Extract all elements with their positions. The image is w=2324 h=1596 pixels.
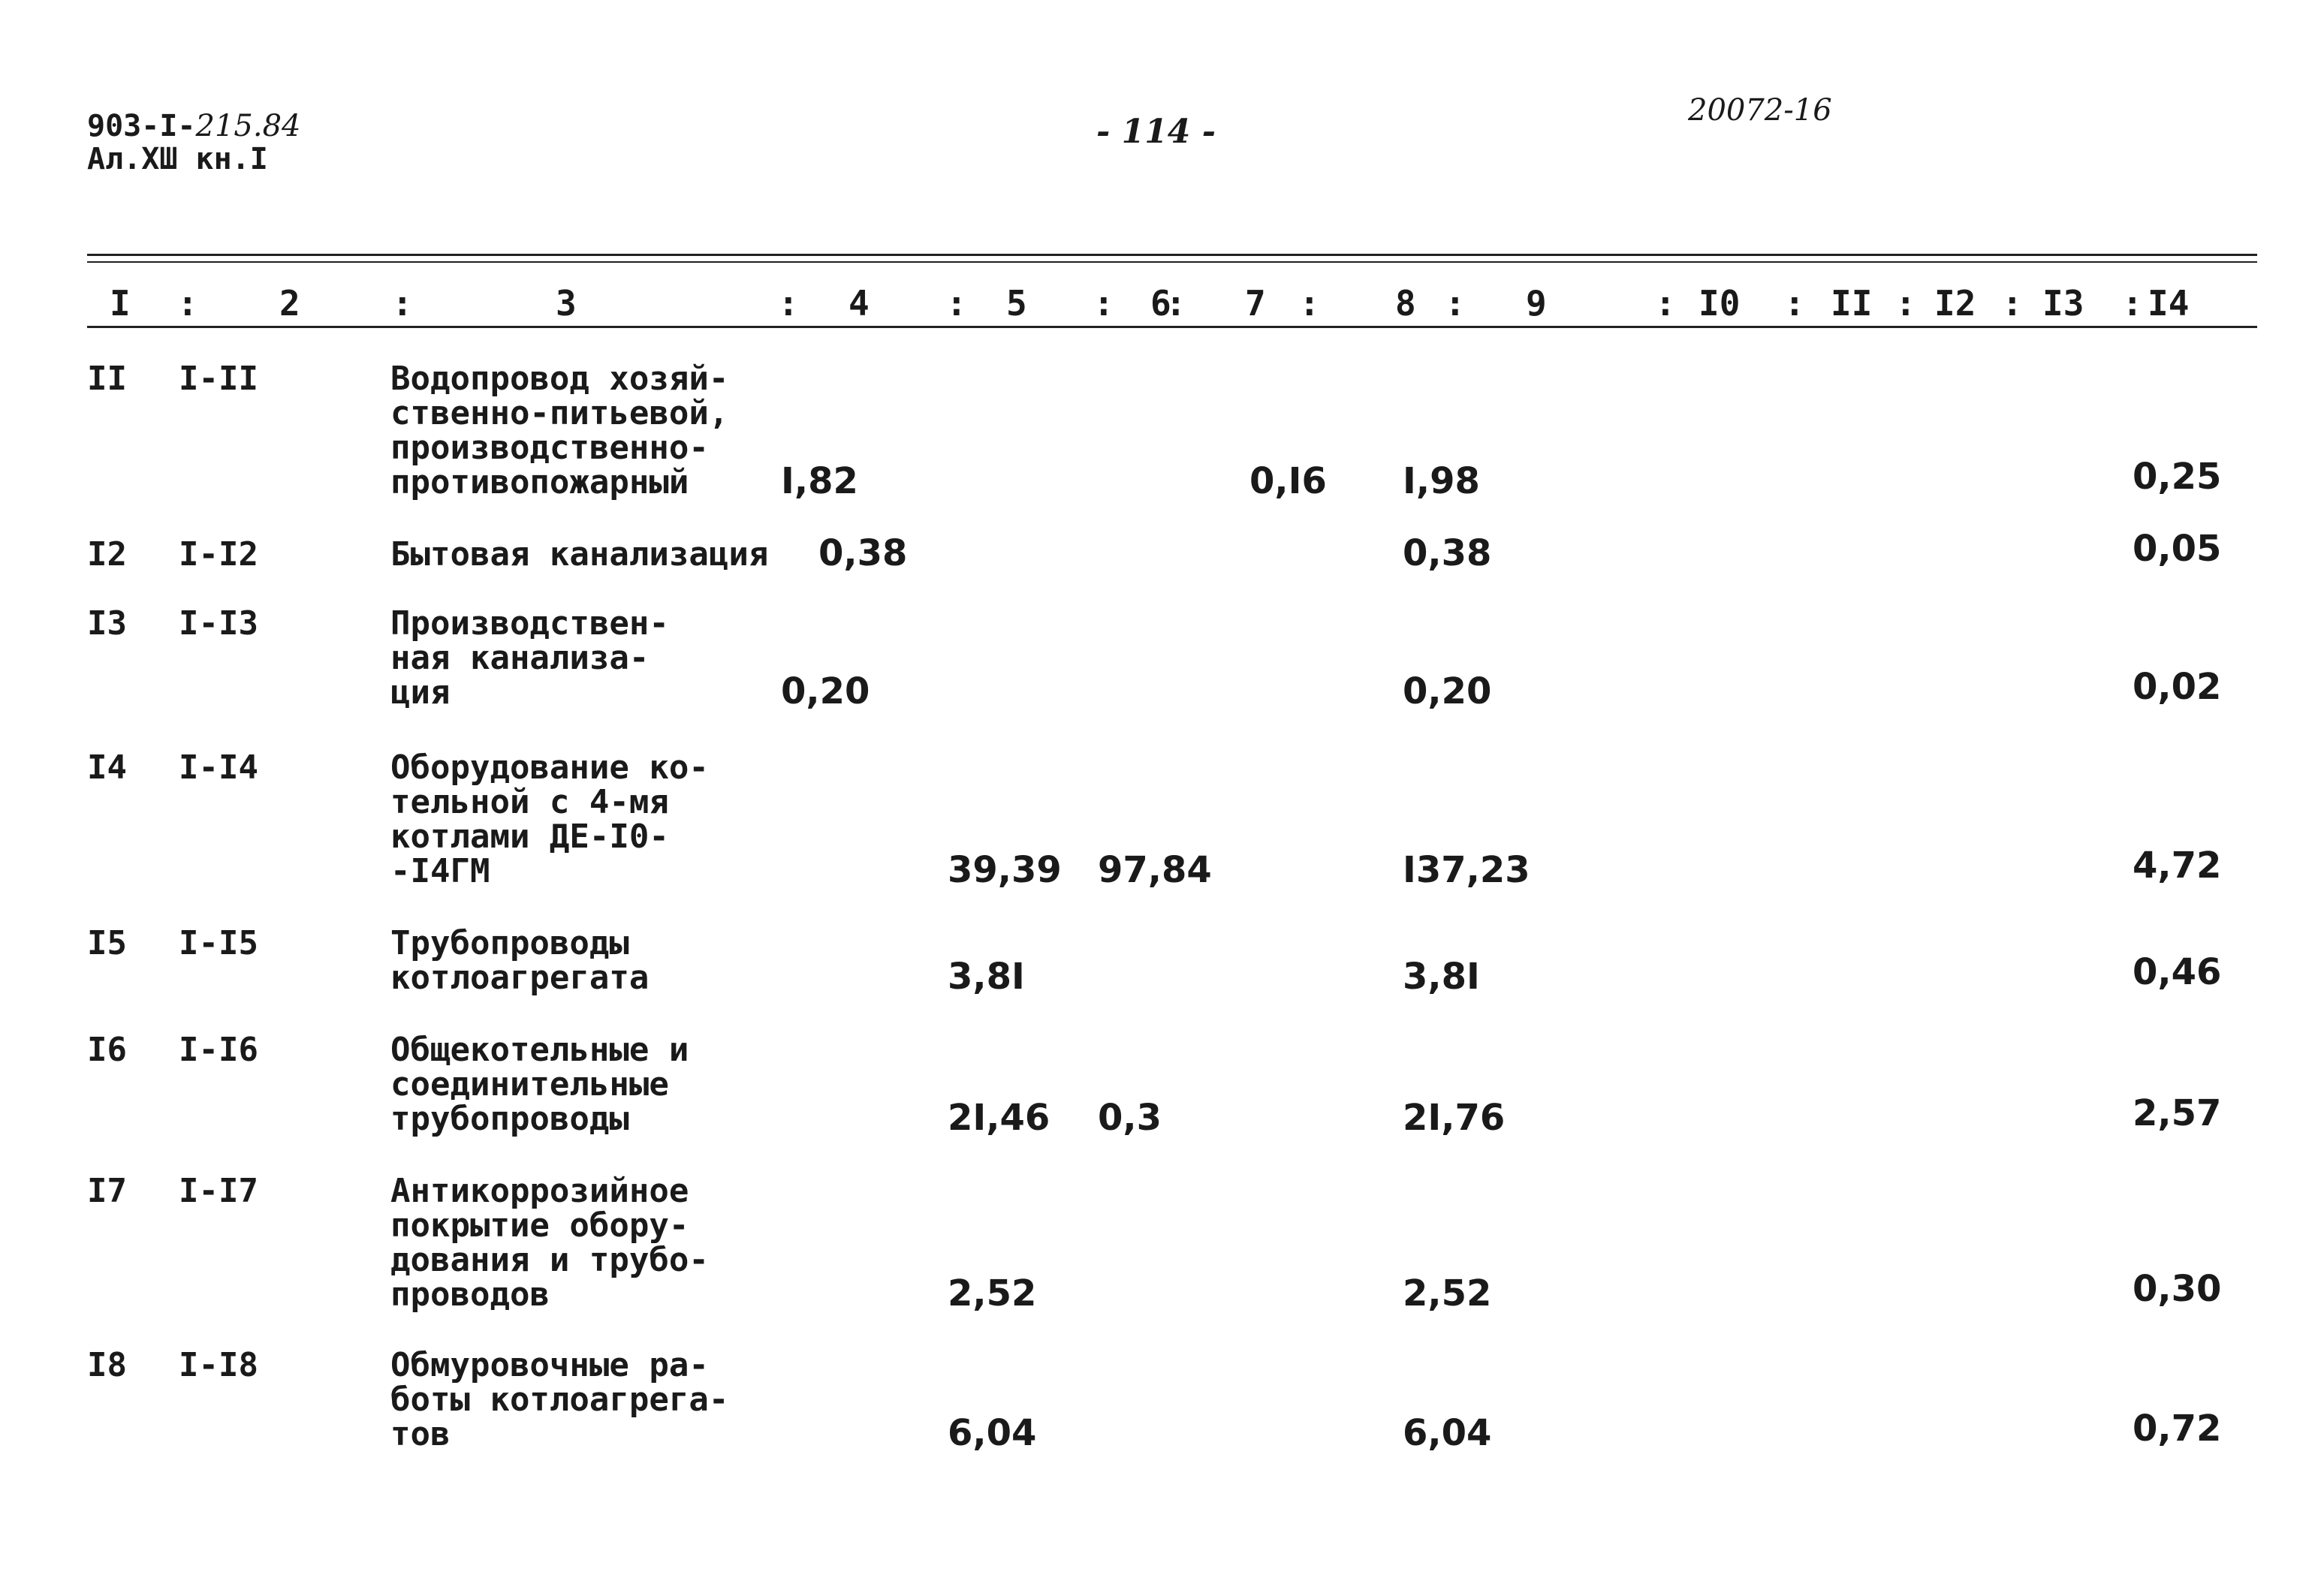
column-header: I4 xyxy=(2148,283,2190,324)
document-code-line xyxy=(87,110,300,143)
description-line: противопожарный xyxy=(390,463,689,501)
value-col-8: 2,52 xyxy=(1403,1272,1492,1314)
value-col-6: 97,84 xyxy=(1098,849,1212,891)
row-number: I5 xyxy=(87,924,127,962)
table-top-rule-double xyxy=(87,261,2257,263)
column-separator: : xyxy=(1299,283,1320,324)
row-description xyxy=(390,362,811,500)
description-line: ция xyxy=(390,673,451,712)
column-header: 6 xyxy=(1150,283,1171,324)
value-col-14: 0,46 xyxy=(2133,951,2222,993)
table-top-rule xyxy=(87,254,2257,256)
value-col-5: 6,04 xyxy=(948,1412,1037,1454)
description-line: Оборудование ко- xyxy=(390,748,709,787)
row-code: I-I6 xyxy=(179,1031,258,1069)
sheet-number: 20072-16 xyxy=(1688,93,1832,128)
value-col-4: I,82 xyxy=(781,460,858,502)
row-number: II xyxy=(87,360,127,398)
value-col-5: 2,52 xyxy=(948,1272,1037,1314)
document-code xyxy=(87,110,300,176)
row-description xyxy=(390,604,811,712)
description-line: Обмуровочные ра- xyxy=(390,1346,709,1384)
column-separator: : xyxy=(1445,283,1466,324)
description-line: -I4ГМ xyxy=(390,852,490,890)
description-line: производственно- xyxy=(390,429,709,467)
description-line: Бытовая канализация xyxy=(390,535,769,574)
description-line: котлами ДЕ-I0- xyxy=(390,818,669,856)
value-col-5: 2I,46 xyxy=(948,1097,1050,1139)
row-code: I-I4 xyxy=(179,748,258,787)
column-header: 8 xyxy=(1395,283,1416,324)
column-separator: : xyxy=(2002,283,2023,324)
column-header: 3 xyxy=(556,283,577,324)
value-col-6: 0,3 xyxy=(1098,1097,1162,1139)
column-header: 4 xyxy=(849,283,870,324)
row-number: I4 xyxy=(87,748,127,787)
row-number: I6 xyxy=(87,1031,127,1069)
column-separator: : xyxy=(177,283,198,324)
column-header: 7 xyxy=(1245,283,1266,324)
column-header: 5 xyxy=(1006,283,1027,324)
row-description xyxy=(390,1174,811,1312)
column-header: I0 xyxy=(1699,283,1741,324)
row-number: I8 xyxy=(87,1346,127,1384)
row-code: I-II xyxy=(179,360,258,398)
column-separator: : xyxy=(1784,283,1805,324)
column-header: 9 xyxy=(1526,283,1547,324)
description-line: проводов xyxy=(390,1275,550,1314)
row-description xyxy=(390,1348,811,1452)
description-line: котлоагрегата xyxy=(390,959,650,997)
description-line: ственно-питьевой, xyxy=(390,394,729,432)
column-header: II xyxy=(1831,283,1873,324)
row-number: I2 xyxy=(87,535,127,574)
description-line: тельной с 4-мя xyxy=(390,783,669,821)
column-separator: : xyxy=(2122,283,2143,324)
value-col-4: 0,20 xyxy=(781,670,870,712)
row-number: I7 xyxy=(87,1172,127,1210)
value-col-4: 0,38 xyxy=(818,532,908,574)
page-number: - 114 - xyxy=(1096,113,1216,151)
value-col-8: 6,04 xyxy=(1403,1412,1492,1454)
value-col-14: 0,30 xyxy=(2133,1268,2222,1310)
value-col-14: 0,05 xyxy=(2133,528,2222,570)
column-header: I3 xyxy=(2042,283,2084,324)
column-separator: : xyxy=(946,283,967,324)
value-col-14: 0,72 xyxy=(2133,1408,2222,1450)
row-description xyxy=(390,926,811,995)
value-col-8: 0,38 xyxy=(1403,532,1492,574)
description-line: трубопроводы xyxy=(390,1100,629,1138)
description-line: Трубопроводы xyxy=(390,924,629,962)
column-header: I xyxy=(110,283,131,324)
doc-code-prefix: 903-I- xyxy=(87,109,196,143)
row-code: I-I3 xyxy=(179,604,258,643)
row-number: I3 xyxy=(87,604,127,643)
column-separator: : xyxy=(1655,283,1676,324)
column-separator: : xyxy=(778,283,799,324)
value-col-14: 0,02 xyxy=(2133,666,2222,708)
row-code: I-I7 xyxy=(179,1172,258,1210)
column-separator: : xyxy=(1895,283,1916,324)
value-col-5: 3,8I xyxy=(948,956,1025,998)
description-line: дования и трубо- xyxy=(390,1241,709,1279)
value-col-8: 2I,76 xyxy=(1403,1097,1506,1139)
document-subtitle: Ал.XШ кн.I xyxy=(87,142,268,176)
row-description xyxy=(390,535,811,574)
row-code: I-I5 xyxy=(179,924,258,962)
description-line: Антикоррозийное xyxy=(390,1172,689,1210)
value-col-8: 0,20 xyxy=(1403,670,1492,712)
row-code: I-I8 xyxy=(179,1346,258,1384)
description-line: Водопровод хозяй- xyxy=(390,360,729,398)
description-line: Общекотельные и xyxy=(390,1031,689,1069)
description-line: ная канализа- xyxy=(390,639,650,677)
value-col-7: 0,I6 xyxy=(1249,460,1327,502)
doc-code-handwritten: 215.84 xyxy=(195,109,301,143)
value-col-5: 39,39 xyxy=(948,849,1062,891)
description-line: соединительные xyxy=(390,1065,669,1104)
value-col-14: 2,57 xyxy=(2133,1092,2222,1134)
table-header-underline xyxy=(87,326,2257,328)
column-header: I2 xyxy=(1934,283,1976,324)
value-col-8: I37,23 xyxy=(1403,849,1530,891)
row-code: I-I2 xyxy=(179,535,258,574)
description-line: покрытие обору- xyxy=(390,1206,689,1245)
column-separator: : xyxy=(392,283,413,324)
column-separator: : xyxy=(1093,283,1114,324)
value-col-8: I,98 xyxy=(1403,460,1480,502)
value-col-14: 4,72 xyxy=(2133,845,2222,887)
description-line: тов xyxy=(390,1415,451,1453)
row-description xyxy=(390,748,811,890)
value-col-14: 0,25 xyxy=(2133,456,2222,498)
value-col-8: 3,8I xyxy=(1403,956,1480,998)
row-description xyxy=(390,1033,811,1137)
description-line: Производствен- xyxy=(390,604,669,643)
column-separator: : xyxy=(1165,283,1186,324)
description-line: боты котлоагрега- xyxy=(390,1381,729,1419)
column-header: 2 xyxy=(279,283,300,324)
